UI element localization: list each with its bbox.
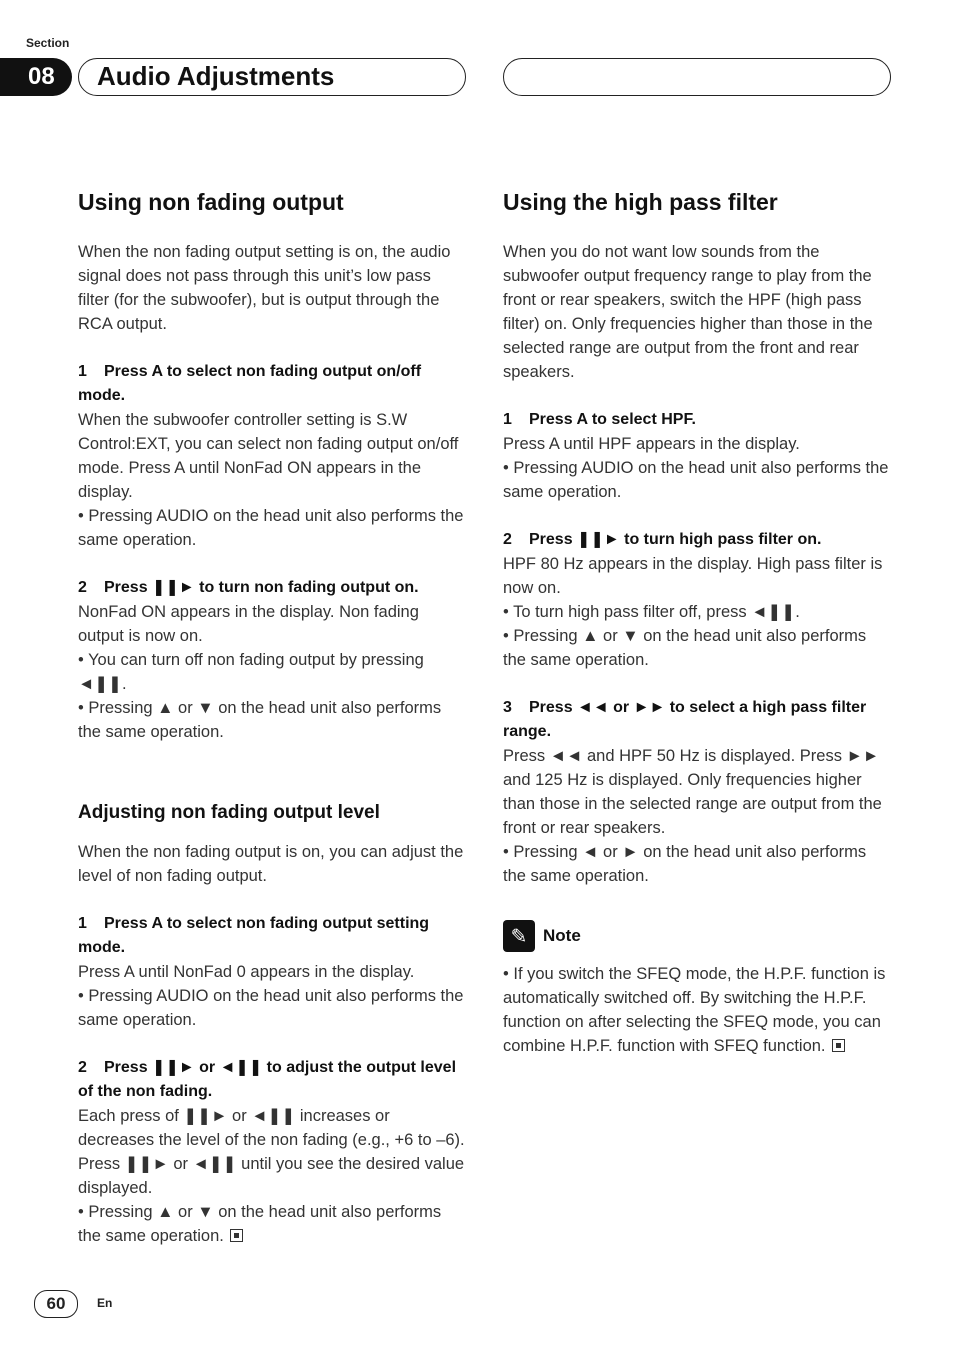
hpf-step-2-bullet-1: • To turn high pass filter off, press ◄❚❚. bbox=[503, 603, 800, 621]
hpf-step-3-title: 3 Press ◄◄ or ►► to select a high pass filter range. bbox=[503, 699, 867, 740]
step-1-text: When the subwoofer controller setting is S.W Control:EXT, you can select non fading output on/off mode. Press A until NonFad ON appears in the display. bbox=[78, 411, 459, 501]
page-title: Audio Adjustments bbox=[97, 61, 335, 91]
note-pencil-icon: ✎ bbox=[503, 920, 535, 952]
note-header bbox=[503, 920, 891, 952]
note-text: • If you switch the SFEQ mode, the H.P.F. function is automatically switched off. By switching the H.P.F. function on after selecting the SFEQ mode, you can combine H.P.F. function with SFEQ function. bbox=[503, 965, 886, 1055]
level-step-2-text-1: Each press of ❚❚► or ◄❚❚ increases or decreases the level of the non fading (e.g., +6 to –6). bbox=[78, 1107, 465, 1149]
hpf-step-2-text: HPF 80 Hz appears in the display. High pass filter is now on. bbox=[503, 555, 883, 597]
hpf-step-3-bullet: • Pressing ◄ or ► on the head unit also performs the same operation. bbox=[503, 843, 867, 885]
left-column bbox=[78, 186, 466, 1248]
end-mark-icon bbox=[230, 1229, 243, 1242]
header-right-box bbox=[503, 58, 891, 96]
section-label: Section bbox=[26, 36, 70, 50]
level-step-1-bullet: • Pressing AUDIO on the head unit also performs the same operation. bbox=[78, 987, 464, 1029]
level-step-1-text: Press A until NonFad 0 appears in the display. bbox=[78, 963, 415, 981]
language-label: En bbox=[97, 1296, 113, 1310]
title-box bbox=[78, 58, 466, 96]
right-column bbox=[503, 186, 891, 1058]
step-1-bullet: • Pressing AUDIO on the head unit also performs the same operation. bbox=[78, 507, 464, 549]
level-step-2-text-2: Press ❚❚► or ◄❚❚ until you see the desired value displayed. bbox=[78, 1155, 465, 1197]
hpf-step-1-title: 1 Press A to select HPF. bbox=[503, 411, 696, 428]
heading-non-fading: Using non fading output bbox=[78, 189, 344, 215]
level-step-2-title: 2 Press ❚❚► or ◄❚❚ to adjust the output level of the non fading. bbox=[78, 1059, 457, 1100]
hpf-step-2-title: 2 Press ❚❚► to turn high pass filter on. bbox=[503, 531, 822, 548]
heading-level: Adjusting non fading output level bbox=[78, 802, 380, 823]
step-2-text: NonFad ON appears in the display. Non fading output is now on. bbox=[78, 603, 419, 645]
note-label: Note bbox=[543, 926, 581, 945]
intro-hpf: When you do not want low sounds from the subwoofer output frequency range to play from the front or rear speakers, switch the HPF (high pass filter) on. Only frequencies higher than those in the selected range are output from the front and rear speakers. bbox=[503, 243, 873, 381]
hpf-step-2-bullet-2: • Pressing ▲ or ▼ on the head unit also performs the same operation. bbox=[503, 627, 867, 669]
section-number: 08 bbox=[0, 58, 72, 96]
level-step-2-bullet: • Pressing ▲ or ▼ on the head unit also performs the same operation. bbox=[78, 1203, 442, 1245]
hpf-step-1-bullet: • Pressing AUDIO on the head unit also performs the same operation. bbox=[503, 459, 889, 501]
page-number: 60 bbox=[34, 1290, 78, 1318]
step-2-bullet-2: • Pressing ▲ or ▼ on the head unit also performs the same operation. bbox=[78, 699, 442, 741]
end-mark-icon bbox=[832, 1039, 845, 1052]
intro-non-fading: When the non fading output setting is on, the audio signal does not pass through this unit’s low pass filter (for the subwoofer), but is output through the RCA output. bbox=[78, 243, 451, 333]
heading-hpf: Using the high pass filter bbox=[503, 189, 778, 215]
hpf-step-1-text: Press A until HPF appears in the display. bbox=[503, 435, 800, 453]
step-1-title: 1 Press A to select non fading output on/off mode. bbox=[78, 363, 422, 404]
hpf-step-3-text: Press ◄◄ and HPF 50 Hz is displayed. Press ►► and 125 Hz is displayed. Only frequencies higher than those in the selected range are output from the front or rear speakers. bbox=[503, 747, 882, 837]
step-2-title: 2 Press ❚❚► to turn non fading output on. bbox=[78, 579, 419, 596]
level-step-1-title: 1 Press A to select non fading output setting mode. bbox=[78, 915, 430, 956]
intro-level: When the non fading output is on, you can adjust the level of non fading output. bbox=[78, 843, 464, 885]
step-2-bullet-1: • You can turn off non fading output by pressing ◄❚❚. bbox=[78, 651, 424, 693]
